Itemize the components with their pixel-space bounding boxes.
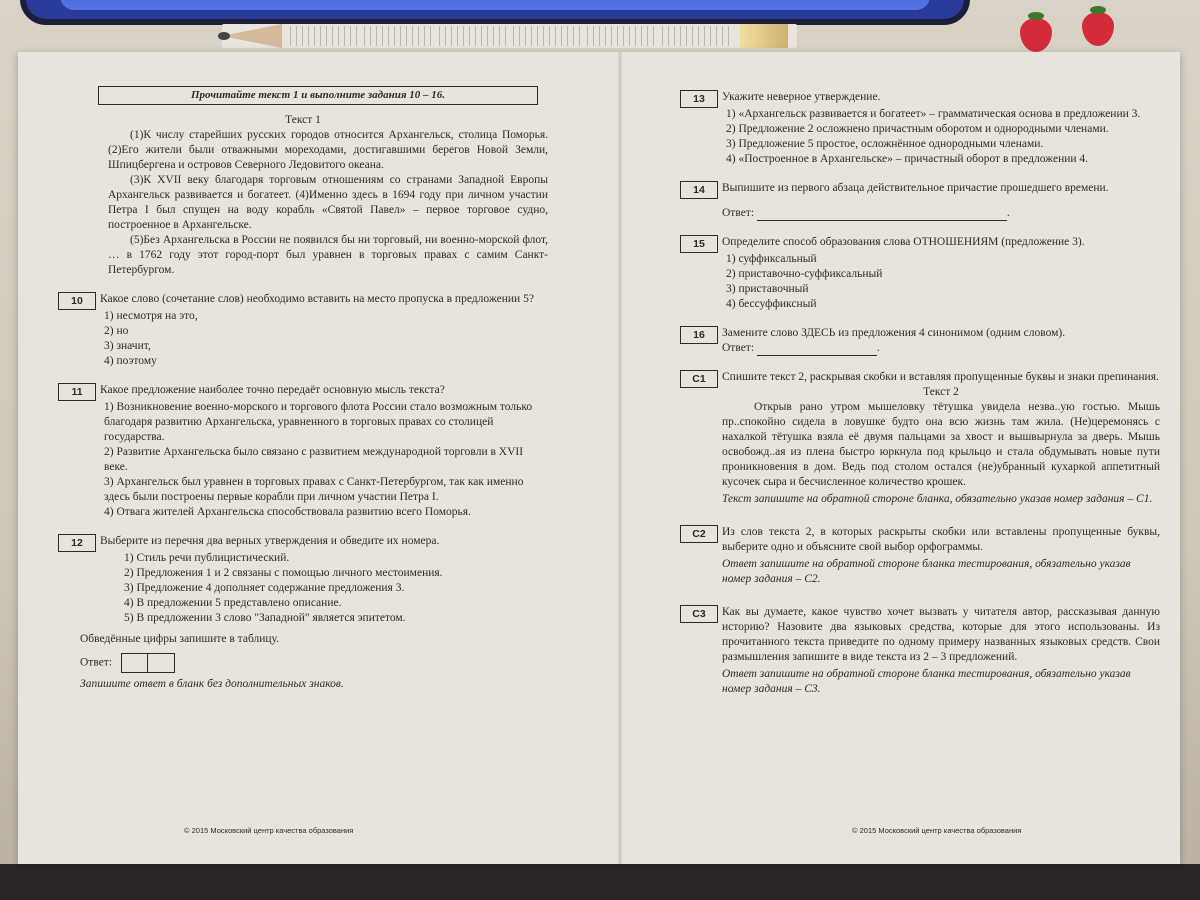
answer-option[interactable]: 3) приставочный xyxy=(726,283,809,295)
left-page xyxy=(58,86,548,692)
text1-title: Текст 1 xyxy=(285,114,321,126)
tablet-device xyxy=(20,0,970,25)
answer-label: Ответ: xyxy=(722,207,755,219)
statement-option[interactable]: 5) В предложении 3 слово "Западной" является эпитетом. xyxy=(124,612,406,624)
answer-option[interactable]: 4) Отвага жителей Архангельска способствовала развитию всего Поморья. xyxy=(104,506,471,518)
question-11 xyxy=(58,383,548,520)
text1-paragraph: (5)Без Архангельска в России не появился бы ни торговый, ни военно-морской флот, … в 1762 году этот город-порт был уравнен в торговых правах с самим Санкт-Петербургом. xyxy=(108,234,548,276)
instruction-box: Прочитайте текст 1 и выполните задания 10 – 16. xyxy=(98,86,538,105)
answer-row: Ответ: . xyxy=(722,342,880,354)
question-16 xyxy=(680,326,1160,356)
answer-option[interactable]: 2) Развитие Архангельска было связано с развитием международной торговли в XVII веке. xyxy=(104,446,524,473)
question-10 xyxy=(58,292,548,369)
tablet-screen xyxy=(60,0,930,10)
answer-option[interactable]: 4) «Построенное в Архангельске» – причастный оборот в предложении 4. xyxy=(726,153,1089,165)
question-number: 13 xyxy=(680,90,718,108)
question-14 xyxy=(680,181,1160,221)
text2-body: Открыв рано утром мышеловку тётушка увидела незва..ую гостью. Мышь пр..спокойно сидела в ловушке будто она всю жизнь там жила. (Не)церемонясь с нахалкой тётушка взяла её двумя пальцами за хвост и вышвырнула за дверь. Мышь освобожд..ая из плена быстро юркнула под крыльцо и стала обдумывать новые пути проникновения в дом. Ведь под столом остался (не)убранный кухаркой аппетитный кусочек сыра и бесчисленное количество крошек. xyxy=(722,401,1160,488)
answer-row: Ответ: . xyxy=(722,207,1010,219)
question-text: Выберите из перечня два верных утверждения и обведите их номера. xyxy=(100,535,440,547)
answer-option[interactable]: 2) но xyxy=(104,325,129,337)
answer-option[interactable]: 4) поэтому xyxy=(104,355,157,367)
answer-option[interactable]: 2) приставочно-суффиксальный xyxy=(726,268,883,280)
task-number: С1 xyxy=(680,370,718,388)
task-c3 xyxy=(680,605,1160,697)
question-text: Какое слово (сочетание слов) необходимо вставить на место пропуска в предложении 5? xyxy=(100,293,534,305)
answer-label: Ответ: xyxy=(80,656,113,669)
task-c2 xyxy=(680,525,1160,587)
task-number: С2 xyxy=(680,525,718,543)
task-c1 xyxy=(680,370,1160,507)
question-number: 10 xyxy=(58,292,96,310)
question-text: Определите способ образования слова ОТНОШЕНИЯМ (предложение 3). xyxy=(722,236,1085,248)
question-number: 16 xyxy=(680,326,718,344)
task-text: Как вы думаете, какое чувство хочет вызвать у читателя автор, рассказывая данную историю? Назовите два языковых средства, которые для этого использованы. Из прочитанного текста приведите по одному примеру названных языковых средств. Свои размышления запишите в виде текста из 2 – 3 предложений. xyxy=(722,606,1160,663)
answer-option[interactable]: 3) значит, xyxy=(104,340,151,352)
question-text: Укажите неверное утверждение. xyxy=(722,91,881,103)
question-text: Какое предложение наиболее точно передаёт основную мысль текста? xyxy=(100,384,445,396)
question-text: Выпишите из первого абзаца действительное причастие прошедшего времени. xyxy=(722,182,1109,194)
answer-label: Ответ: xyxy=(722,342,755,354)
answer-cell[interactable] xyxy=(121,653,148,673)
question-number: 12 xyxy=(58,534,96,552)
pencil-lead xyxy=(218,32,230,40)
answer-option[interactable]: 2) Предложение 2 осложнено причастным оборотом и однородными членами. xyxy=(726,123,1109,135)
pencil-print xyxy=(290,26,730,46)
statement-option[interactable]: 1) Стиль речи публицистический. xyxy=(124,552,290,564)
question-15 xyxy=(680,235,1160,312)
answer-cell[interactable] xyxy=(148,653,175,673)
answer-option[interactable]: 1) Возникновение военно-морского и торгового флота России стало возможным только благодаря развитию Архангельска, уравненного в торговых правах со столицей государства. xyxy=(104,401,533,443)
question-number: 11 xyxy=(58,383,96,401)
table-note: Обведённые цифры запишите в таблицу. xyxy=(80,633,280,645)
pencil-band xyxy=(740,24,788,48)
question-13 xyxy=(680,90,1160,167)
task-note: Ответ запишите на обратной стороне бланка тестирования, обязательно указав номер задания – С2. xyxy=(722,558,1131,585)
page-footer: © 2015 Московский центр качества образования xyxy=(852,826,1022,835)
right-page xyxy=(680,90,1160,697)
question-number: 15 xyxy=(680,235,718,253)
answer-option[interactable]: 3) Архангельск был уравнен в торговых правах с Санкт-Петербургом, так как именно здесь были построены первые корабли при личном участии Петра I. xyxy=(104,476,524,503)
answer-row xyxy=(80,653,548,673)
page-fold xyxy=(618,52,622,864)
task-note: Ответ запишите на обратной стороне бланка тестирования, обязательно указав номер задания – С3. xyxy=(722,668,1131,695)
statement-option[interactable]: 3) Предложение 4 дополняет содержание предложения 3. xyxy=(124,582,405,594)
statement-option[interactable]: 4) В предложении 5 представлено описание. xyxy=(124,597,342,609)
answer-option[interactable]: 3) Предложение 5 простое, осложнённое однородными членами. xyxy=(726,138,1044,150)
answer-input-line[interactable] xyxy=(757,344,877,356)
task-text: Из слов текста 2, в которых раскрыты скобки или вставлены пропущенные буквы, выберите одно и объясните свой выбор орфограммы. xyxy=(722,526,1160,553)
task-text: Спишите текст 2, раскрывая скобки и вставляя пропущенные буквы и знаки препинания. xyxy=(722,371,1159,383)
page-footer: © 2015 Московский центр качества образования xyxy=(184,826,354,835)
task-note: Текст запишите на обратной стороне бланка, обязательно указав номер задания – С1. xyxy=(722,493,1153,505)
answer-option[interactable]: 1) несмотря на это, xyxy=(104,310,198,322)
table-edge xyxy=(0,864,1200,900)
task-number: С3 xyxy=(680,605,718,623)
question-number: 14 xyxy=(680,181,718,199)
answer-input-line[interactable] xyxy=(757,209,1007,221)
answer-option[interactable]: 4) бессуффиксный xyxy=(726,298,817,310)
answer-footnote: Запишите ответ в бланк без дополнительных знаков. xyxy=(80,678,344,690)
question-12 xyxy=(58,534,548,692)
answer-boxes[interactable] xyxy=(121,653,175,673)
statement-option[interactable]: 2) Предложения 1 и 2 связаны с помощью личного местоимения. xyxy=(124,567,443,579)
pencil-tip xyxy=(222,24,282,48)
text1-paragraph: (3)К XVII веку благодаря торговым отношениям со странами Западной Европы Архангельск развивается и богатеет. (4)Именно здесь в 1694 году при личном участии Петра I был спущен на воду корабль «Святой Павел» – первое торговое судно, построенное в Архангельске. xyxy=(108,174,548,231)
answer-option[interactable]: 1) суффиксальный xyxy=(726,253,817,265)
answer-option[interactable]: 1) «Архангельск развивается и богатеет» – грамматическая основа в предложении 3. xyxy=(726,108,1141,120)
text2-title: Текст 2 xyxy=(923,386,959,398)
text1-paragraph: (1)К числу старейших русских городов относится Архангельск, столица Поморья. (2)Его жители были отважными мореходами, достигавшими берегов Новой Земли, Шпицбергена и островов Северного Ледовитого океана. xyxy=(108,129,548,171)
question-text: Замените слово ЗДЕСЬ из предложения 4 синонимом (одним словом). xyxy=(722,327,1066,339)
